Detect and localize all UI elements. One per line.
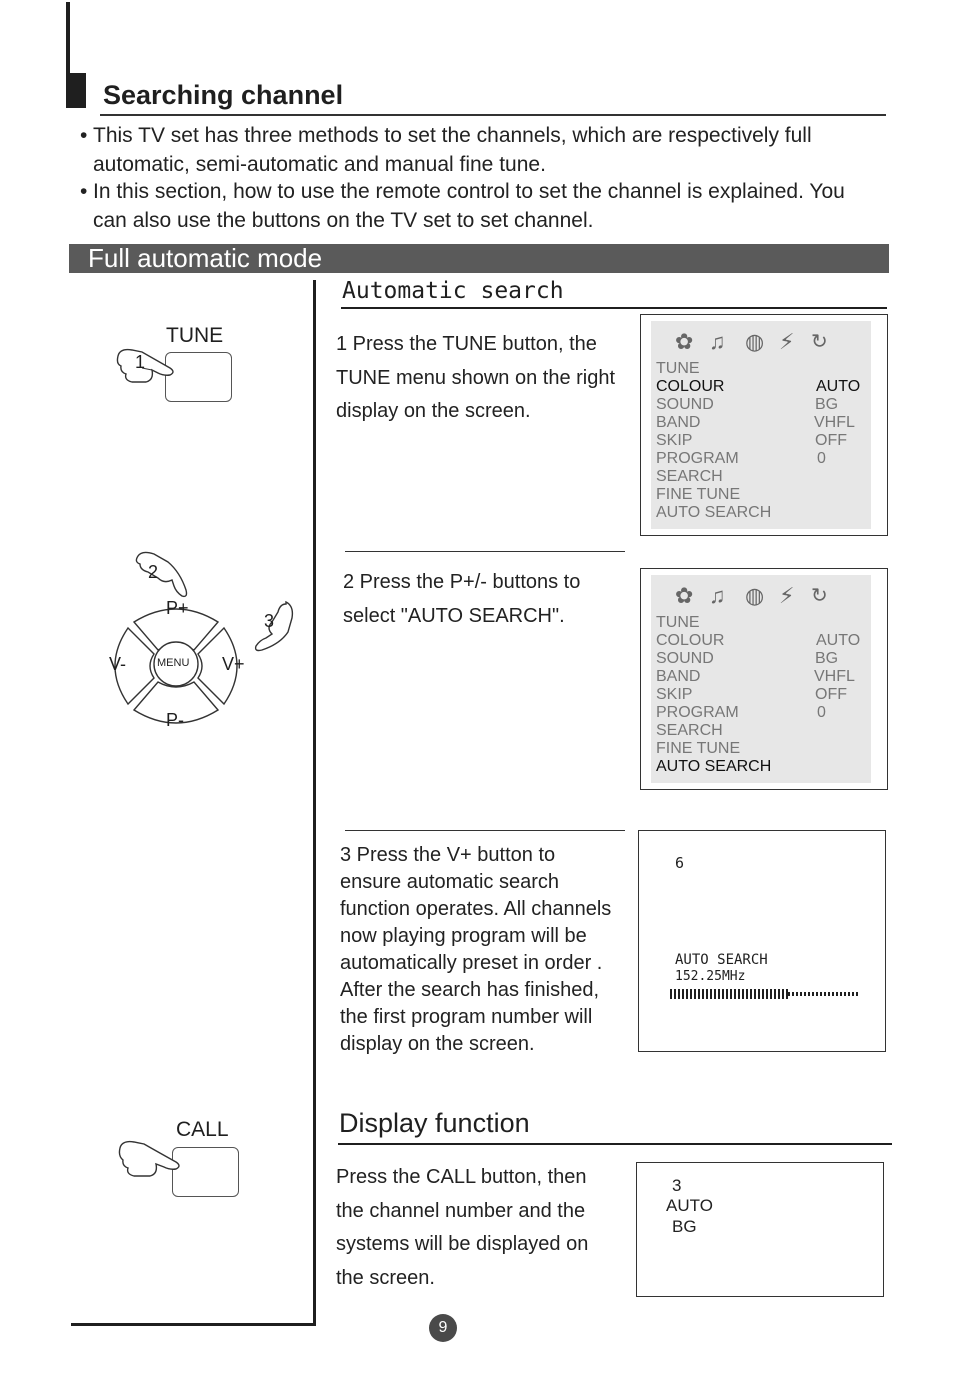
antenna-icon: ⚡: [779, 329, 795, 354]
call-channel-number: 3: [672, 1176, 682, 1195]
call-button-label: CALL: [176, 1118, 229, 1141]
menu-value-sound: BG: [815, 650, 839, 667]
menu-value-skip: OFF: [815, 432, 847, 449]
display-function-title: Display function: [339, 1108, 530, 1138]
step-number-1: 1: [135, 352, 146, 372]
step-number-2: 2: [148, 562, 159, 582]
section-bar: [69, 244, 889, 273]
menu-item-band: BAND: [656, 414, 701, 431]
step1-text: [336, 328, 615, 429]
globe-icon: ◍: [745, 583, 765, 608]
refresh-icon: ↻: [811, 585, 828, 607]
pointing-hand-icon: [128, 548, 198, 606]
display-function-underline: [338, 1143, 892, 1145]
search-program-number: 6: [675, 854, 685, 872]
intro-bullet-1: [80, 121, 880, 179]
call-display-screen: [636, 1162, 884, 1297]
step3-line: display on the screen.: [340, 1033, 535, 1055]
search-progress-fill: [670, 989, 788, 999]
menu-value-program: 0: [817, 704, 826, 721]
pointing-hand-icon: [112, 342, 192, 390]
column-divider: [313, 280, 316, 1326]
picture-icon: ✿: [675, 583, 694, 608]
menu-item-search: SEARCH: [656, 468, 723, 485]
step2-line: 2 Press the P+/- buttons to: [343, 571, 581, 593]
tune-menu-screen-2: [640, 568, 888, 790]
call-colour-system: AUTO: [666, 1196, 713, 1215]
step3-line: automatically preset in order .: [340, 952, 603, 974]
menu-key-label: MENU: [157, 657, 190, 669]
menu-value-band: VHFL: [814, 414, 855, 431]
refresh-icon: ↻: [811, 331, 828, 353]
v-plus-label: V+: [222, 654, 245, 674]
bottom-left-rule: [71, 1323, 316, 1326]
menu-value-sound: BG: [815, 396, 839, 413]
v-minus-label: V-: [109, 654, 127, 674]
page-title: Searching channel: [103, 80, 344, 110]
menu-item-tune: TUNE: [656, 614, 700, 631]
menu-item-colour: COLOUR: [656, 378, 725, 395]
menu-item-search: SEARCH: [656, 722, 723, 739]
search-label: AUTO SEARCH: [675, 952, 768, 968]
step2-divider: [345, 551, 625, 552]
intro-bullet-2-text: In this section, how to use the remote control to set the channel is explained. You can also use the buttons on the TV set to set channel.: [93, 180, 845, 232]
page-number: 9: [429, 1314, 457, 1342]
section-title: Full automatic mode: [88, 243, 323, 273]
menu-item-sound: SOUND: [656, 396, 714, 413]
search-progress-remaining: [788, 992, 860, 996]
intro-bullet-2: [80, 177, 880, 235]
menu-item-band: BAND: [656, 668, 701, 685]
pointing-hand-icon: [114, 1134, 198, 1182]
search-frequency: 152.25MHz: [675, 969, 746, 984]
tune-menu-screen-1: [640, 314, 888, 536]
sound-icon: ♫: [709, 329, 726, 354]
auto-search-screen: [638, 830, 886, 1052]
step3-text: [340, 842, 611, 1058]
bullet-dot: •: [80, 124, 88, 147]
menu-value-band: VHFL: [814, 668, 855, 685]
display-function-line: systems will be displayed on: [336, 1233, 589, 1255]
display-function-line: the channel number and the: [336, 1199, 586, 1222]
menu-item-program: PROGRAM: [656, 450, 739, 467]
tune-menu-panel: [651, 575, 871, 783]
menu-item-colour: COLOUR: [656, 632, 725, 649]
menu-value-skip: OFF: [815, 686, 847, 703]
step3-line: now playing program will be: [340, 925, 587, 947]
picture-icon: ✿: [675, 329, 694, 354]
step3-line: the first program number will: [340, 1006, 593, 1028]
sound-icon: ♫: [709, 583, 726, 608]
bullet-dot: •: [80, 180, 88, 203]
call-sound-system: BG: [672, 1217, 697, 1236]
step-number-3: 3: [264, 611, 275, 631]
display-function-line: the screen.: [336, 1266, 435, 1289]
automatic-search-underline: [341, 307, 887, 309]
step1-line: 1 Press the TUNE button, the: [336, 333, 597, 355]
menu-item-program: PROGRAM: [656, 704, 739, 721]
menu-item-skip: SKIP: [656, 432, 693, 449]
display-function-line: Press the CALL button, then: [336, 1166, 587, 1188]
search-progress-bar: [670, 989, 860, 999]
step3-line: 3 Press the V+ button to: [340, 844, 556, 866]
step3-line: After the search has finished,: [340, 979, 600, 1001]
tune-menu-panel: [651, 321, 871, 529]
intro-bullet-1-text: This TV set has three methods to set the channels, which are respectively full automatic, semi-automatic and manual fine tune.: [93, 124, 812, 176]
menu-value-colour: AUTO: [816, 632, 861, 649]
step3-divider: [345, 830, 625, 831]
menu-value-program: 0: [817, 450, 826, 467]
globe-icon: ◍: [745, 329, 765, 354]
menu-item-fine-tune: FINE TUNE: [656, 740, 741, 757]
p-plus-label: P+: [166, 598, 189, 618]
menu-item-fine-tune: FINE TUNE: [656, 486, 741, 503]
step2-line: select "AUTO SEARCH".: [343, 604, 565, 627]
step1-line: TUNE menu shown on the right: [336, 366, 616, 389]
menu-item-sound: SOUND: [656, 650, 714, 667]
step3-line: ensure automatic search: [340, 871, 560, 893]
display-function-text: [336, 1161, 588, 1295]
menu-value-colour: AUTO: [816, 378, 861, 395]
menu-item-auto-search-selected: AUTO SEARCH: [656, 758, 772, 775]
step3-line: function operates. All channels: [340, 898, 612, 920]
antenna-icon: ⚡: [779, 583, 795, 608]
step2-text: [343, 566, 580, 633]
menu-item-auto-search: AUTO SEARCH: [656, 504, 772, 521]
menu-item-tune: TUNE: [656, 360, 700, 377]
step1-line: display on the screen.: [336, 400, 531, 422]
tune-button-label: TUNE: [166, 324, 224, 347]
title-marker-block: [66, 73, 86, 108]
menu-item-skip: SKIP: [656, 686, 693, 703]
title-underline: [100, 114, 886, 116]
p-minus-label: P-: [166, 710, 184, 730]
automatic-search-title: Automatic search: [342, 278, 564, 304]
